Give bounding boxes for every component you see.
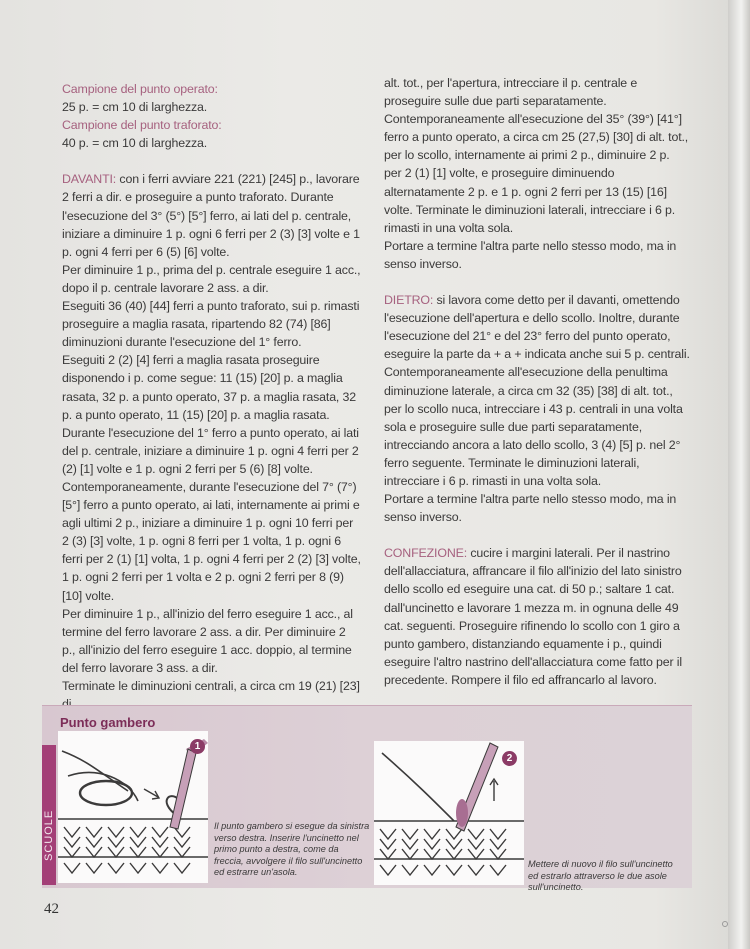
paragraph: [384, 490, 690, 526]
paragraph-text: Portare a termine l'altra parte nello stesso modo, ma in senso inverso.: [384, 492, 677, 525]
step-2-caption: Mettere di nuovo il filo sull'uncinetto ed estrarlo attraverso le due asole sull'uncinetto.: [528, 859, 673, 892]
section-heading: DAVANTI:: [62, 172, 117, 187]
crochet-hook-icon: [58, 731, 208, 883]
right-column: [384, 74, 690, 689]
paragraph-gap: [62, 152, 362, 170]
section-heading: Campione del punto operato:: [62, 82, 218, 96]
paragraph-text: Per diminuire 1 p., prima del p. centrale eseguire 1 acc., dopo il p. centrale lavorare 2 ass. a dir.: [62, 262, 361, 295]
step-1-badge: 1: [190, 739, 205, 754]
paragraph: [62, 116, 362, 134]
paragraph-gap: [384, 526, 690, 544]
paragraph-text: Eseguiti 36 (40) [44] ferri a punto traforato, sui p. rimasti proseguire a maglia rasata, ripartendo 82 (74) [86] diminuzioni durante l'esecuzione del 1° ferro.: [62, 299, 360, 350]
left-column: [62, 80, 362, 713]
paragraph-text: si lavora come detto per il davanti, omettendo l'esecuzione dell'apertura e dello scollo. Inoltre, durante l'esecuzione del 21° e del 23° ferro del punto operato, eseguire la parte da + a + indicata anche sui 5 p. centrali. Contemporaneamente all'esecuzione della penultima diminuzione laterale, a circa cm 32 (35) [38] di alt. tot., per lo scollo nuca, intrecciare i 43 p. centrali in una volta sola e proseguire sulle due parti separatamente, intrecciando ancora a lato dello scollo, 3 (4) [5] p. nel 2° ferro seguente. Terminate le diminuzioni laterali, intrecciare i 6 p. rimasti in una volta sola.: [384, 293, 690, 488]
technique-panel: [42, 705, 692, 895]
paragraph-text: 25 p. = cm 10 di larghezza.: [62, 100, 208, 115]
step-2-badge: 2: [502, 751, 517, 766]
step-1-caption: Il punto gambero si esegue da sinistra verso destra. Inserire l'uncinetto nel primo punto a destra, come da freccia, avvolgere il filo sull'uncinetto ed estrarre un'asola.: [214, 821, 370, 877]
paragraph-text: Per diminuire 1 p., all'inizio del ferro eseguire 1 acc., al termine del ferro lavorare 2 ass. a dir. Per diminuire 2 p., all'inizio del ferro eseguire 1 acc. doppio, al termine del ferro lavorare 3 ass. a dir.: [62, 606, 353, 675]
section-tab: [42, 745, 56, 885]
section-tab-label: SCUOLE: [43, 809, 55, 861]
paragraph: [62, 170, 362, 260]
paragraph-text: cucire i margini laterali. Per il nastrino dell'allacciatura, affrancare il filo all'inizio del lato sinistro dello scollo ed eseguire una cat. di 50 p.; saltare 1 cat. dall'uncinetto e lavorare 1 mezza m. in ognuna delle 49 cat. seguenti. Proseguire rifinendo lo scollo con 1 giro a punto gambero, distanziando equamente i p., quindi eseguire l'altro nastrino dell'allacciatura come fatto per il precedente. Rompere il filo ed affrancarlo al lavoro.: [384, 546, 682, 687]
section-heading: DIETRO:: [384, 293, 434, 308]
paragraph-text: 40 p. = cm 10 di larghezza.: [62, 136, 208, 151]
paragraph: [62, 605, 362, 677]
panel-title: Punto gambero: [60, 715, 156, 730]
paragraph: [384, 544, 690, 689]
section-heading: CONFEZIONE:: [384, 546, 468, 561]
crochet-hook-icon: [374, 741, 524, 885]
paragraph: [62, 98, 362, 116]
paragraph: [384, 237, 690, 273]
paragraph-text: Portare a termine l'altra parte nello stesso modo, ma in senso inverso.: [384, 238, 677, 271]
section-heading: Campione del punto traforato:: [62, 118, 222, 133]
paragraph-text: con i ferri avviare 221 (221) [245] p., lavorare 2 ferri a dir. e proseguire a punto traforato. Durante l'esecuzione del 3° (5°) [5°] ferro, ai lati del p. centrale, iniziare a diminuire 1 p. ogni 6 ferri per 2 (3) [3] volte e 1 p. ogni 4 ferri per 6 (5) [6] volte.: [62, 172, 360, 259]
paragraph: [62, 297, 362, 351]
page-number: 42: [44, 901, 59, 917]
paragraph: [62, 80, 362, 98]
paragraph: [62, 134, 362, 152]
paragraph-gap: [384, 273, 690, 291]
paragraph: [62, 261, 362, 297]
step-1-illustration: [58, 731, 208, 883]
paragraph: [62, 351, 362, 604]
paragraph-text: Terminate le diminuzioni centrali, a circa cm 19 (21) [23]: [62, 679, 360, 693]
page-edge: [728, 0, 750, 949]
paragraph-text: Eseguiti 2 (2) [4] ferri a maglia rasata proseguire disponendo i p. come segue: 11 (15) [20] p. a maglia rasata, 32 p. a punto operato, 37 p. a maglia rasata, 32 p. a punto operato, 11 (15) [20] p. a maglia rasata. Durante l'esecuzione del 1° ferro a punto operato, ai lati del p. centrale, iniziare a diminuire 1 p. ogni 4 ferri per 2 (2) [1] volte e 1 p. ogni 2 ferri per 5 (6) [8] volte. Contemporaneamente, durante l'esecuzione del 7° (7°) [5°] ferro a punto operato, ai lati, internamente ai primi e agli ultimi 2 p., iniziare a diminuire 1 p. ogni 10 ferri per 2 (3) [3] volte, 1 p. ogni 8 ferri per 1 volta, 1 p. ogni 6 ferri per 2 (1) [1] volta, 1 p. ogni 4 ferri per 2 (2) [3] volte, 1 p. ogni 2 ferri per 1 volta e 2 p. ogni 2 ferri per 8 (9) [10] volte.: [62, 353, 361, 603]
paragraph: [384, 74, 690, 237]
paragraph: [384, 291, 690, 490]
paragraph-text: alt. tot., per l'apertura, intrecciare il p. centrale e proseguire sulle due parti separatamente. Contemporaneamente all'esecuzione del 35° (39°) [41°] ferro a punto operato, a circa cm 25 (27,5) [30] di alt. tot., per lo scollo, internamente ai primi 2 p., diminuire 2 p. per 2 (1) [1] volte, e proseguire diminuendo alternatamente 2 p. e 1 p. ogni 2 ferri per 13 (15) [16] volte. Terminate le diminuzioni laterali, intrecciare i 6 p. rimasti in una volta sola.: [384, 76, 689, 235]
step-2-illustration: [374, 741, 524, 885]
